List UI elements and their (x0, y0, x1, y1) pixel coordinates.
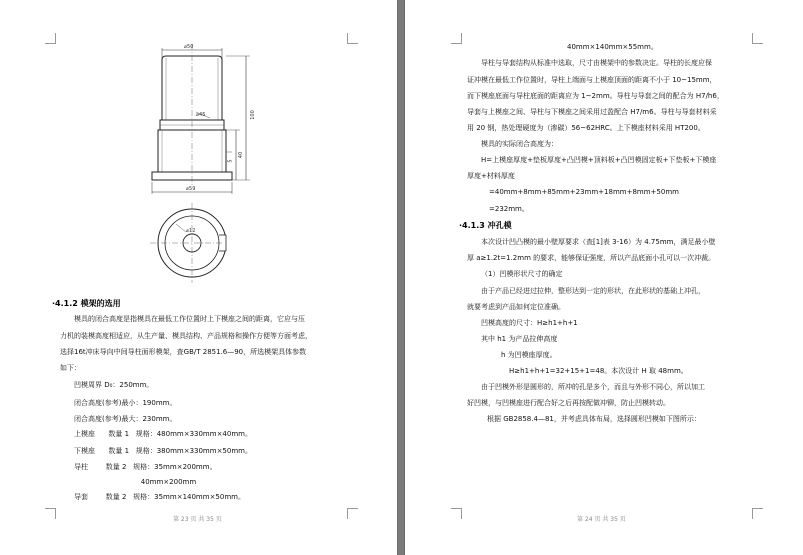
paragraph-line: 导柱与导套结构从标准中选取，尺寸由模架中的参数决定。导柱的长度应保 (481, 59, 712, 67)
dimension-top: ⌀50 (184, 44, 194, 50)
paragraph-line: 导套与上模座之间、导柱与下模座之间采用过盈配合 H7/m6。导柱与导套材料采 (467, 108, 717, 116)
page-footer: 第 24 页 共 35 页 (577, 516, 626, 523)
part-line: 导柱 数量 2 规格：35mm×200mm。 (74, 463, 217, 471)
paragraph-line: 好凹模，与凹模座进行配合好之后再按配做冲铆，防止凹模转动。 (467, 399, 670, 407)
paragraph-line: H=上模座厚度+垫板厚度+凸凹模+顶料板+凸凹模固定板+下垫板+下模座 (481, 156, 717, 164)
param-line: 闭合高度(参考)最大：230mm。 (74, 415, 177, 423)
page-gutter (397, 0, 405, 555)
part-line: 上模座 数量 1 规格：480mm×330mm×40mm。 (74, 430, 252, 438)
section-heading: ·4.1.2 模架的选用 (52, 299, 121, 308)
paragraph-line: H≥h1+h+1=32+15+1=48。本次设计 H 取 48mm。 (509, 367, 688, 375)
paragraph-line: h 为凹模座厚度。 (501, 351, 557, 359)
paragraph-line: （1）凹模形状尺寸的确定 (481, 270, 563, 278)
paragraph-line: 模具的闭合高度是指模具在最低工作位置时上下模座之间的距离，它应与压 (74, 315, 305, 323)
crop-mark (347, 508, 358, 519)
crop-mark (752, 33, 763, 44)
paragraph-line: 40mm×140mm×55mm。 (567, 43, 658, 51)
paragraph-line: 根据 GB2858.4—81，并考虑具体布局，选择圆形凹模如下图所示： (487, 415, 701, 423)
part-line: 下模座 数量 1 规格：380mm×330mm×50mm。 (74, 447, 252, 455)
paragraph-line: 用 20 钢，热处理硬度为（渗碳）56~62HRC。上下模座材料采用 HT200。 (467, 124, 705, 132)
paragraph-line: 厚度+材料厚度 (467, 172, 515, 180)
part-line: 导套 数量 2 规格：35mm×140mm×50mm。 (74, 493, 245, 501)
paragraph-line: 厚 a≥1.2t=1.2mm 的要求，能够保证强度，所以产品底面小孔可以一次冲裁。 (467, 254, 716, 262)
paragraph-line: 而下模座底面与导柱底面的距离应为 1~2mm。导柱与导套之间的配合为 H7/h6， (467, 92, 724, 100)
crop-mark (451, 33, 462, 44)
dimension-mid: ⌀45 (196, 112, 206, 118)
paragraph-line: 力机的装模高度相适应，从生产量、模具结构、产品规格和操作方便等方面考虑， (60, 332, 312, 340)
param-line: 闭合高度(参考)最小：190mm。 (74, 399, 177, 407)
paragraph-line: 如下： (60, 364, 81, 372)
paragraph-line: 证冲模在最低工作位置时，导柱上端面与上模座顶面的距离不小于 10~15mm， (467, 76, 717, 84)
param-line: 凹模周界 D₀：250mm。 (74, 381, 154, 389)
paragraph-line: 凹模高度的尺寸：H≥h1+h+1 (481, 319, 578, 327)
paragraph-line: 就要考虑到产品如何定位准确。 (467, 303, 565, 311)
part-line: 40mm×200mm (74, 478, 197, 486)
crop-mark (45, 508, 56, 519)
document-page-right (405, 0, 803, 555)
paragraph-line: 本次设计凹凸模的最小壁厚要求（查[1]表 3-16）为 4.75mm，满足最小壁 (481, 238, 716, 246)
crop-mark (451, 508, 462, 519)
paragraph-line: 由于产品已经进过拉伸，整形达到一定的形状，在此形状的基础上冲孔， (481, 287, 705, 295)
dimension-bottom: ⌀59 (186, 186, 196, 192)
page-footer: 第 23 页 共 35 页 (173, 516, 222, 523)
dimension-40: 40 (238, 151, 245, 159)
dimension-5: 5 (227, 159, 234, 163)
crop-mark (752, 508, 763, 519)
paragraph-line: 模具的实际闭合高度为： (481, 140, 558, 148)
paragraph-line: =232mm。 (489, 205, 529, 213)
document-page-left (0, 0, 397, 555)
dimension-hole: ⌀12 (186, 228, 196, 234)
paragraph-line: 由于凹模外形是圆形的，所冲的孔是多个，而且与外形不同心，所以加工 (481, 383, 705, 391)
paragraph-line: =40mm+8mm+85mm+23mm+18mm+8mm+50mm (489, 188, 679, 196)
section-heading: ·4.1.3 冲孔模 (459, 221, 512, 230)
paragraph-line: 其中 h1 为产品拉伸高度 (481, 335, 558, 343)
dimension-height: 100 (249, 110, 256, 120)
paragraph-line: 选择16t冲床导向中间导柱面形模架，查GB/T 2851.6—90，所选模架具体参数 (60, 348, 307, 356)
guide-pillar-drawing (0, 0, 397, 300)
